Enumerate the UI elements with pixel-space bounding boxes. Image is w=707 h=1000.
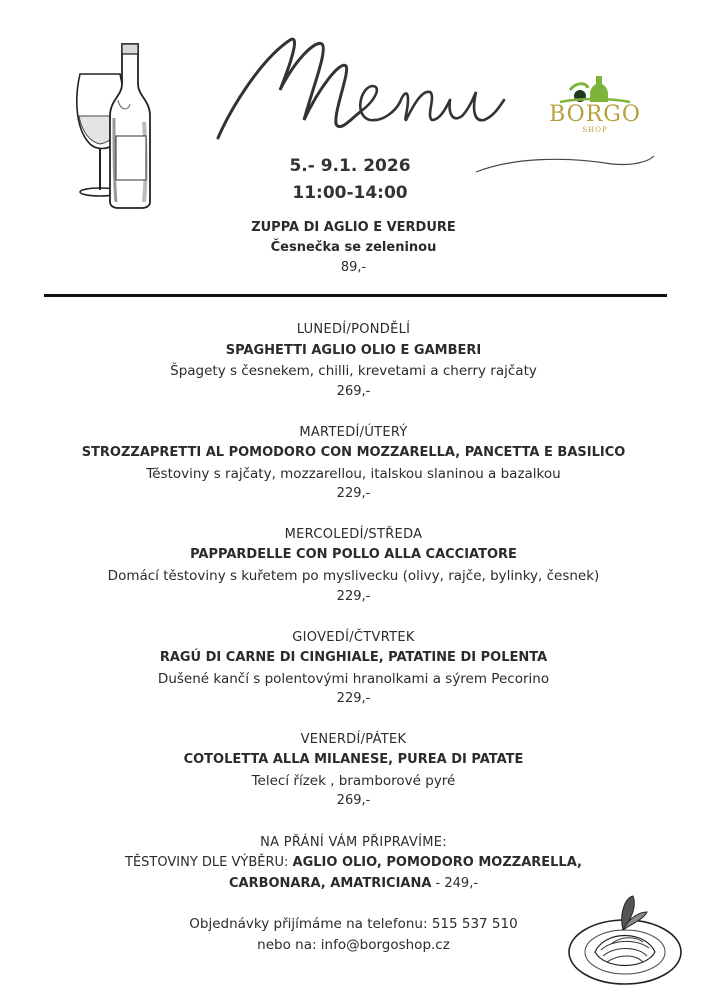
dish-price: 269,- bbox=[336, 384, 371, 399]
contact-phone: Objednávky přijímáme na telefonu: 515 537 510 bbox=[189, 916, 518, 932]
pasta-plate-illustration bbox=[565, 890, 685, 990]
day-label: MARTEDÍ/ÚTERÝ bbox=[299, 425, 408, 440]
dish-name: SPAGHETTI AGLIO OLIO E GAMBERI bbox=[225, 343, 482, 358]
dish-price: 229,- bbox=[336, 691, 371, 706]
dish-price: 269,- bbox=[336, 793, 371, 808]
menu-title-script bbox=[200, 20, 520, 150]
dish-description: Telecí řízek , bramborové pyré bbox=[251, 773, 456, 789]
extra-intro: NA PŘÁNÍ VÁM PŘIPRAVÍME: bbox=[260, 835, 447, 850]
dish-name: STROZZAPRETTI AL POMODORO CON MOZZARELLA, PANCETTA E BASILICO bbox=[81, 445, 626, 460]
day-label: GIOVEDÍ/ČTVRTEK bbox=[292, 630, 415, 645]
dish-price: 229,- bbox=[336, 589, 371, 604]
menu-hours: 11:00-14:00 bbox=[292, 183, 408, 203]
dish-description: Dušené kančí s polentovými hranolkami a sýrem Pecorino bbox=[157, 671, 550, 687]
dish-description: Domácí těstoviny s kuřetem po myslivecku (olivy, rajče, bylinky, česnek) bbox=[107, 568, 600, 584]
dish-name: PAPPARDELLE CON POLLO ALLA CACCIATORE bbox=[190, 547, 517, 562]
decorative-swash bbox=[472, 152, 658, 178]
wine-bottle-glass-illustration bbox=[68, 40, 188, 212]
menu-dates: 5.- 9.1. 2026 bbox=[289, 156, 411, 176]
dish-name: COTOLETTA ALLA MILANESE, PUREA DI PATATE bbox=[183, 752, 524, 767]
day-label: LUNEDÍ/PONDĚLÍ bbox=[296, 322, 411, 337]
section-divider bbox=[44, 294, 667, 297]
extra-line-1-bold: AGLIO OLIO, POMODORO MOZZARELLA, bbox=[292, 855, 582, 870]
day-label: VENERDÍ/PÁTEK bbox=[300, 732, 407, 747]
menu-title-text: Menu bbox=[200, 20, 203, 21]
extra-line-1-prefix: TĚSTOVINY DLE VÝBĚRU: bbox=[125, 855, 293, 870]
day-label: MERCOLEDÍ/STŘEDA bbox=[284, 527, 423, 542]
extra-line-2-bold: CARBONARA, AMATRICIANA bbox=[228, 876, 432, 891]
dish-price: 229,- bbox=[336, 486, 371, 501]
olive-bottle-icon bbox=[530, 72, 660, 106]
extra-line-2-suffix: - 249,- bbox=[431, 876, 479, 891]
logo-name: BORGO bbox=[549, 102, 641, 127]
logo-sub: SHOP bbox=[582, 126, 608, 134]
soup-name-cz: Česnečka se zeleninou bbox=[270, 240, 437, 255]
soup-price: 89,- bbox=[340, 260, 367, 275]
soup-name-it: ZUPPA DI AGLIO E VERDURE bbox=[251, 220, 456, 235]
dish-description: Špagety s česnekem, chilli, krevetami a cherry rajčaty bbox=[170, 363, 537, 379]
extra-line-1 bbox=[0, 854, 707, 872]
contact-email: nebo na: info@borgoshop.cz bbox=[257, 937, 450, 953]
borgo-shop-logo bbox=[530, 72, 660, 142]
dish-name: RAGÚ DI CARNE DI CINGHIALE, PATATINE DI POLENTA bbox=[159, 650, 548, 665]
dish-description: Těstoviny s rajčaty, mozzarellou, italskou slaninou a bazalkou bbox=[146, 466, 561, 482]
